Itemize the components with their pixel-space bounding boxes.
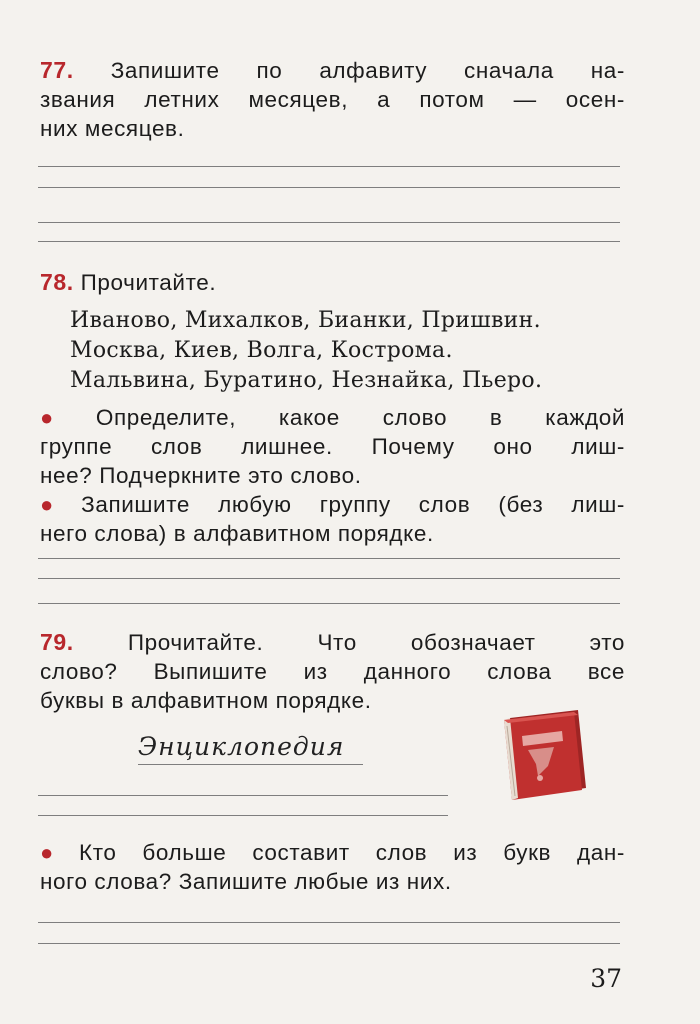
exercise-77 [40,56,625,143]
task-identify [40,403,625,490]
answer-line[interactable] [38,187,620,188]
page-number: 37 [590,964,622,993]
answer-line[interactable] [38,815,448,816]
task-write-group [40,490,625,548]
exercise-number: 77. [40,57,74,83]
word-group-1[interactable]: Иваново, Михалков, Бианки, Пришвин. [70,308,541,333]
exercise-text: Прочитайте. Что обозначает это [127,630,625,655]
exercise-text: Прочитайте. [80,270,217,295]
answer-line[interactable] [38,578,620,579]
exercise-number: 79. [40,629,74,655]
exercise-text: буквы в алфавитном порядке. [40,688,372,713]
answer-line[interactable] [38,943,620,944]
task-text: Определите, какое слово в каждой [95,405,626,430]
task-text: ного слова? Запишите любые из них. [40,869,452,894]
task-text: нее? Подчеркните это слово. [40,463,362,488]
book-icon [496,704,588,802]
handwritten-word: Энциклопедия [138,732,345,761]
task-text: Кто больше составит слов из букв дан- [79,840,625,865]
task-text: группе слов лишнее. Почему оно лиш- [40,434,625,459]
bullet-dot: ● [40,492,76,517]
word-group-3[interactable]: Мальвина, Буратино, Незнайка, Пьеро. [70,368,543,393]
exercise-79 [40,628,625,715]
task-compose-words [40,838,625,896]
answer-line[interactable] [38,795,448,796]
answer-line[interactable] [38,222,620,223]
exercise-text: Запишите по алфавиту сначала на- [110,58,625,83]
word-baseline [138,764,363,765]
task-text: него слова) в алфавитном порядке. [40,521,434,546]
exercise-text: слово? Выпишите из данного слова все [40,659,625,684]
answer-line[interactable] [38,241,620,242]
exercise-text: звания летних месяцев, а потом — осен- [40,87,625,112]
answer-line[interactable] [38,922,620,923]
answer-line[interactable] [38,558,620,559]
word-groups [70,306,625,396]
word-group-2[interactable]: Москва, Киев, Волга, Кострома. [70,338,453,363]
exercise-number: 78. [40,269,74,295]
task-text: Запишите любую группу слов (без лиш- [81,492,625,517]
bullet-dot: ● [40,840,73,865]
exercise-text: них месяцев. [40,116,185,141]
bullet-dot: ● [40,405,90,430]
answer-line[interactable] [38,603,620,604]
exercise-78 [40,268,625,297]
answer-line[interactable] [38,166,620,167]
